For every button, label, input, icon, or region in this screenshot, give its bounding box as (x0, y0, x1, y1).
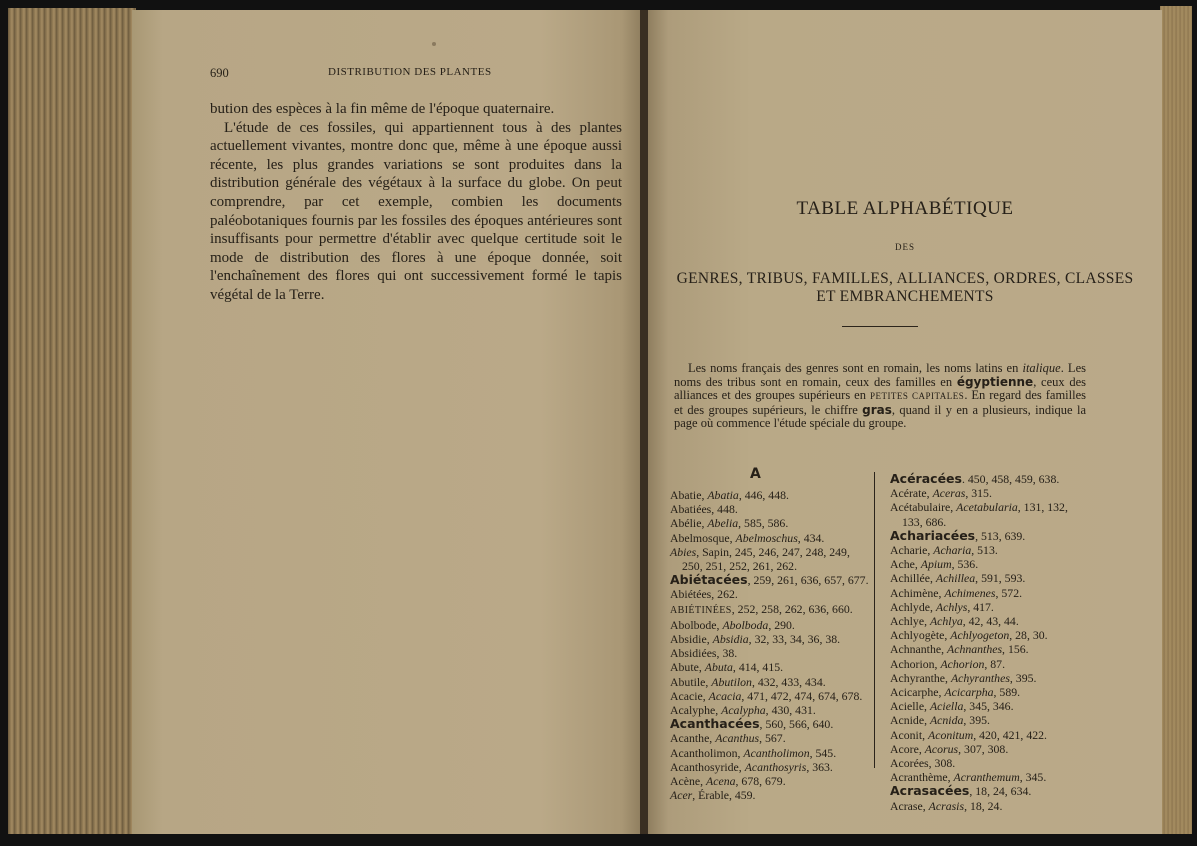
entry-pages: , 28, 30. (1009, 628, 1048, 643)
entry-pages: , 315. (965, 486, 992, 501)
index-subtitle-line: ET EMBRANCHEMENTS (816, 288, 994, 305)
index-entry (670, 587, 870, 601)
entry-name: Abute, (670, 660, 705, 675)
entry-latin-name: Apium (920, 557, 952, 572)
left-page (132, 10, 642, 834)
entry-name: Abiétacées (670, 572, 748, 588)
entry-name: Aconit, (890, 727, 929, 742)
entry-pages: , 156. (1002, 642, 1029, 657)
index-entry (890, 742, 1090, 756)
entry-name: Abelmosque, (670, 530, 736, 545)
entry-latin-name: Achnanthes (947, 642, 1003, 657)
index-entry (890, 799, 1090, 813)
index-entry (890, 628, 1090, 642)
entry-pages: 308. (934, 756, 956, 771)
entry-latin-name: Acnida (929, 713, 964, 728)
body-text (210, 100, 622, 305)
index-entry (670, 646, 870, 660)
entry-latin-name: Aconitum (928, 727, 974, 742)
index-entry (670, 660, 870, 674)
right-page (648, 10, 1162, 834)
ink-spot (432, 42, 436, 46)
entry-latin-name: Acrasis (928, 798, 965, 813)
running-title: DISTRIBUTION DES PLANTES (328, 66, 492, 78)
entry-pages: , 131, 132, 133, 686. (902, 500, 1068, 529)
index-entry (890, 472, 1090, 486)
entry-pages: , 434. (797, 530, 825, 545)
entry-latin-name: Acantholimon (743, 745, 810, 760)
entry-name: Achlyde, (890, 599, 936, 614)
intro-text: . En regard des familles et des groupes supérieurs, le chiffre (674, 388, 1087, 417)
entry-pages: , 560, 566, 640. (759, 717, 834, 732)
index-entry (890, 557, 1090, 571)
entry-pages: , 589. (993, 685, 1021, 700)
entry-pages: , 345. (1019, 770, 1047, 785)
index-entry (670, 545, 870, 573)
entry-pages: 448. (717, 502, 738, 517)
index-entry (670, 632, 870, 646)
entry-latin-name: Aceras (932, 486, 966, 501)
entry-name: Achimène, (890, 585, 945, 600)
entry-pages: , 42, 43, 44. (962, 614, 1019, 629)
entry-pages: , 345, 346. (963, 699, 1014, 714)
intro-text: Les noms français des genres sont en romain, les noms latins en (688, 361, 1023, 375)
entry-name: Acétabulaire, (890, 500, 957, 515)
entry-pages: , 513. (971, 543, 998, 558)
intro-italic: italique (1022, 361, 1061, 375)
index-subtitle-line: GENRES, TRIBUS, FAMILLES, ALLIANCES, ORDRES, CLASSES (676, 270, 1134, 287)
entry-pages: , 430, 431. (765, 703, 816, 718)
entry-name: Acanthacées (670, 716, 760, 732)
entry-pages: , 420, 421, 422. (973, 727, 1047, 742)
page-edges-left (8, 8, 136, 834)
entry-name: Ache, (890, 557, 921, 572)
entry-name: Acrasacées (890, 783, 970, 799)
entry-pages: , 678, 679. (735, 774, 786, 789)
entry-pages: , 572. (995, 585, 1023, 600)
entry-latin-name: Acanthosyris (744, 759, 807, 774)
entry-latin-name: Acena (706, 774, 736, 789)
entry-pages: , 446, 448. (738, 488, 789, 502)
intro-egyptienne: égyptienne (956, 374, 1034, 389)
intro-text: . Les noms des tribus sont en romain, ceux des familles en (674, 361, 1086, 389)
index-column-left (670, 488, 870, 802)
entry-pages: , 591, 593. (975, 571, 1026, 586)
entry-latin-name: Abies (670, 544, 697, 559)
entry-name: Abatiées, (670, 502, 718, 517)
entry-name: Acrase, (890, 798, 929, 813)
index-entry (670, 516, 870, 530)
index-entry (670, 731, 870, 745)
index-entry (890, 571, 1090, 585)
entry-latin-name: Achillea (935, 571, 976, 586)
entry-name: Abutile, (670, 674, 712, 689)
index-entry (670, 689, 870, 703)
entry-latin-name: Abatia (707, 488, 739, 502)
entry-name: ABIÉTINÉES (670, 604, 732, 616)
entry-name: Abolbode, (670, 617, 723, 632)
entry-name: Acicarphe, (890, 685, 945, 700)
entry-pages: , 18, 24, 634. (969, 784, 1032, 799)
entry-name: Acanthosyride, (670, 759, 745, 774)
entry-pages: , 252, 258, 262, 636, 660. (731, 601, 853, 616)
entry-latin-name: Acicarpha (944, 685, 994, 700)
entry-name: Achyranthe, (890, 670, 951, 685)
entry-name: Acharie, (890, 543, 934, 558)
index-title-des: DES (894, 242, 915, 252)
entry-latin-name: Achyranthes (950, 670, 1010, 685)
entry-latin-name: Achimenes (944, 585, 996, 600)
index-entry (670, 502, 870, 516)
entry-pages: , 471, 472, 474, 674, 678. (741, 688, 863, 703)
entry-name: Abélie, (670, 516, 708, 531)
entry-name: Acalyphe, (670, 703, 722, 718)
entry-pages: , 18, 24. (964, 798, 1003, 813)
entry-pages: , 585, 586. (738, 516, 789, 531)
intro-note (674, 362, 1086, 431)
entry-pages: , 414, 415. (732, 660, 784, 675)
entry-name: Achariacées (890, 527, 976, 543)
index-subtitle (648, 270, 1162, 306)
index-entry (890, 586, 1090, 600)
index-entry (890, 543, 1090, 557)
index-entry (670, 531, 870, 545)
entry-pages: , 545. (809, 745, 837, 760)
entry-name: Acielle, (890, 699, 930, 714)
entry-name: Achillée, (890, 571, 936, 586)
entry-latin-name: Achlya (929, 614, 963, 629)
index-entry (890, 486, 1090, 500)
index-entry (890, 529, 1090, 543)
index-entry (670, 746, 870, 760)
entry-pages: , Sapin, 245, 246, 247, 248, 249, 250, 251, 252, 261, 262. (682, 544, 850, 574)
entry-pages: , 536. (951, 557, 979, 572)
index-entry (890, 699, 1090, 713)
entry-latin-name: Acetabularia (956, 500, 1018, 515)
index-entry (890, 784, 1090, 798)
entry-latin-name: Abelia (707, 516, 739, 531)
entry-pages: 262. (717, 587, 738, 602)
intro-text: , quand il y en a plusieurs, indique la page où commence l'étude spéciale du groupe. (674, 402, 1086, 431)
page-number: 690 (210, 66, 229, 80)
entry-latin-name: Aciella (929, 699, 964, 714)
entry-pages: , 290. (768, 617, 795, 632)
index-entry (890, 614, 1090, 628)
index-entry (670, 488, 870, 502)
entry-pages: , 32, 33, 34, 36, 38. (748, 632, 841, 647)
index-entry (670, 573, 870, 587)
entry-latin-name: Achlyogeton (950, 628, 1010, 643)
index-entry (670, 675, 870, 689)
entry-latin-name: Acharia (933, 543, 972, 558)
entry-name: Acnide, (890, 713, 930, 728)
entry-name: Acéracées (890, 471, 962, 486)
entry-pages: , 259, 261, 636, 657, 677. (747, 573, 869, 588)
entry-name: Absidiées, (670, 646, 723, 661)
entry-name: Acacie, (670, 688, 709, 703)
entry-pages: , 513, 639. (975, 528, 1026, 543)
index-entry (670, 703, 870, 717)
index-entry (670, 618, 870, 632)
paragraph: bution des espèces à la fin même de l'époque quaternaire. (210, 101, 555, 117)
entry-latin-name: Abutilon (711, 674, 752, 689)
entry-pages: 38. (722, 646, 738, 661)
intro-bold: gras (862, 402, 892, 417)
entry-pages: , 307, 308. (958, 741, 1009, 756)
index-entry (890, 756, 1090, 770)
entry-latin-name: Absidia (712, 632, 749, 647)
entry-pages: , 417. (967, 599, 994, 614)
entry-name: Acorées, (890, 756, 935, 771)
index-entry (890, 671, 1090, 685)
index-entry (890, 500, 1090, 528)
entry-name: Acène, (670, 774, 707, 789)
intro-small-caps: PETITES CAPITALES (869, 391, 965, 402)
entry-name: Abatie, (670, 488, 708, 502)
index-entry (890, 685, 1090, 699)
title-rule (842, 326, 918, 327)
index-entry (890, 642, 1090, 656)
index-entry (670, 602, 870, 618)
entry-name: Acanthe, (670, 731, 716, 746)
entry-pages: , 363. (806, 759, 833, 774)
index-entry (670, 774, 870, 788)
entry-name: Achorion, (890, 656, 941, 671)
entry-latin-name: Acacia (708, 688, 742, 703)
entry-latin-name: Acer (670, 788, 693, 803)
entry-pages: , 395. (963, 713, 990, 728)
entry-name: Abiétées, (670, 587, 718, 602)
index-entry (890, 657, 1090, 671)
entry-name: Achlyogète, (890, 628, 951, 643)
column-divider (874, 472, 875, 768)
entry-name: Acérate, (890, 486, 933, 501)
entry-latin-name: Acanthus (715, 731, 760, 746)
index-entry (890, 728, 1090, 742)
intro-text: , ceux des alliances et des groupes supérieurs en (674, 374, 1086, 403)
entry-latin-name: Acorus (924, 741, 959, 756)
entry-name: Acranthème, (890, 770, 954, 785)
entry-latin-name: Abolboda (722, 617, 769, 632)
entry-name: Absidie, (670, 632, 713, 647)
entry-pages: . 450, 458, 459, 638. (961, 472, 1060, 486)
entry-name: Achnanthe, (890, 642, 947, 657)
entry-pages: , 395. (1009, 670, 1037, 685)
entry-latin-name: Abuta (704, 660, 733, 675)
paragraph: L'étude de ces fossiles, qui appartiennent tous à des plantes actuellement vivantes, montre donc que, même à une époque aussi récente, les plus grandes variations se sont produites dans la distribution générale des végétaux à la surface du globe. On peut comprendre, par cet exemple, combien les documents paléobotaniques fournis par les fossiles des époques antérieures sont insuffisants pour permettre d'établir avec quelque certitude soit le mode de distribution des flores à une époque donnée, soit l'enchaînement des flores qui ont successivement formé le tapis végétal de la Terre. (210, 119, 622, 303)
entry-pages: , Érable, 459. (692, 788, 756, 803)
entry-latin-name: Acranthemum (953, 770, 1020, 785)
entry-name: Achlye, (890, 614, 930, 629)
entry-pages: , 432, 433, 434. (751, 674, 826, 689)
page-edges-right (1160, 6, 1192, 834)
index-title: TABLE ALPHABÉTIQUE (796, 198, 1014, 219)
index-entry (670, 788, 870, 802)
index-entry (890, 600, 1090, 614)
index-entry (890, 713, 1090, 727)
index-entry (890, 770, 1090, 784)
index-entry (670, 760, 870, 774)
entry-name: Acore, (890, 741, 925, 756)
entry-name: Acantholimon, (670, 745, 744, 760)
entry-latin-name: Achorion (940, 656, 985, 671)
entry-pages: , 87. (984, 656, 1006, 671)
entry-pages: , 567. (759, 731, 786, 746)
index-letter: A (750, 466, 761, 482)
index-entry (670, 717, 870, 731)
entry-latin-name: Abelmoschus (735, 530, 798, 545)
entry-latin-name: Achlys (935, 599, 968, 614)
index-column-right (890, 472, 1090, 813)
entry-latin-name: Acalypha (721, 703, 766, 718)
